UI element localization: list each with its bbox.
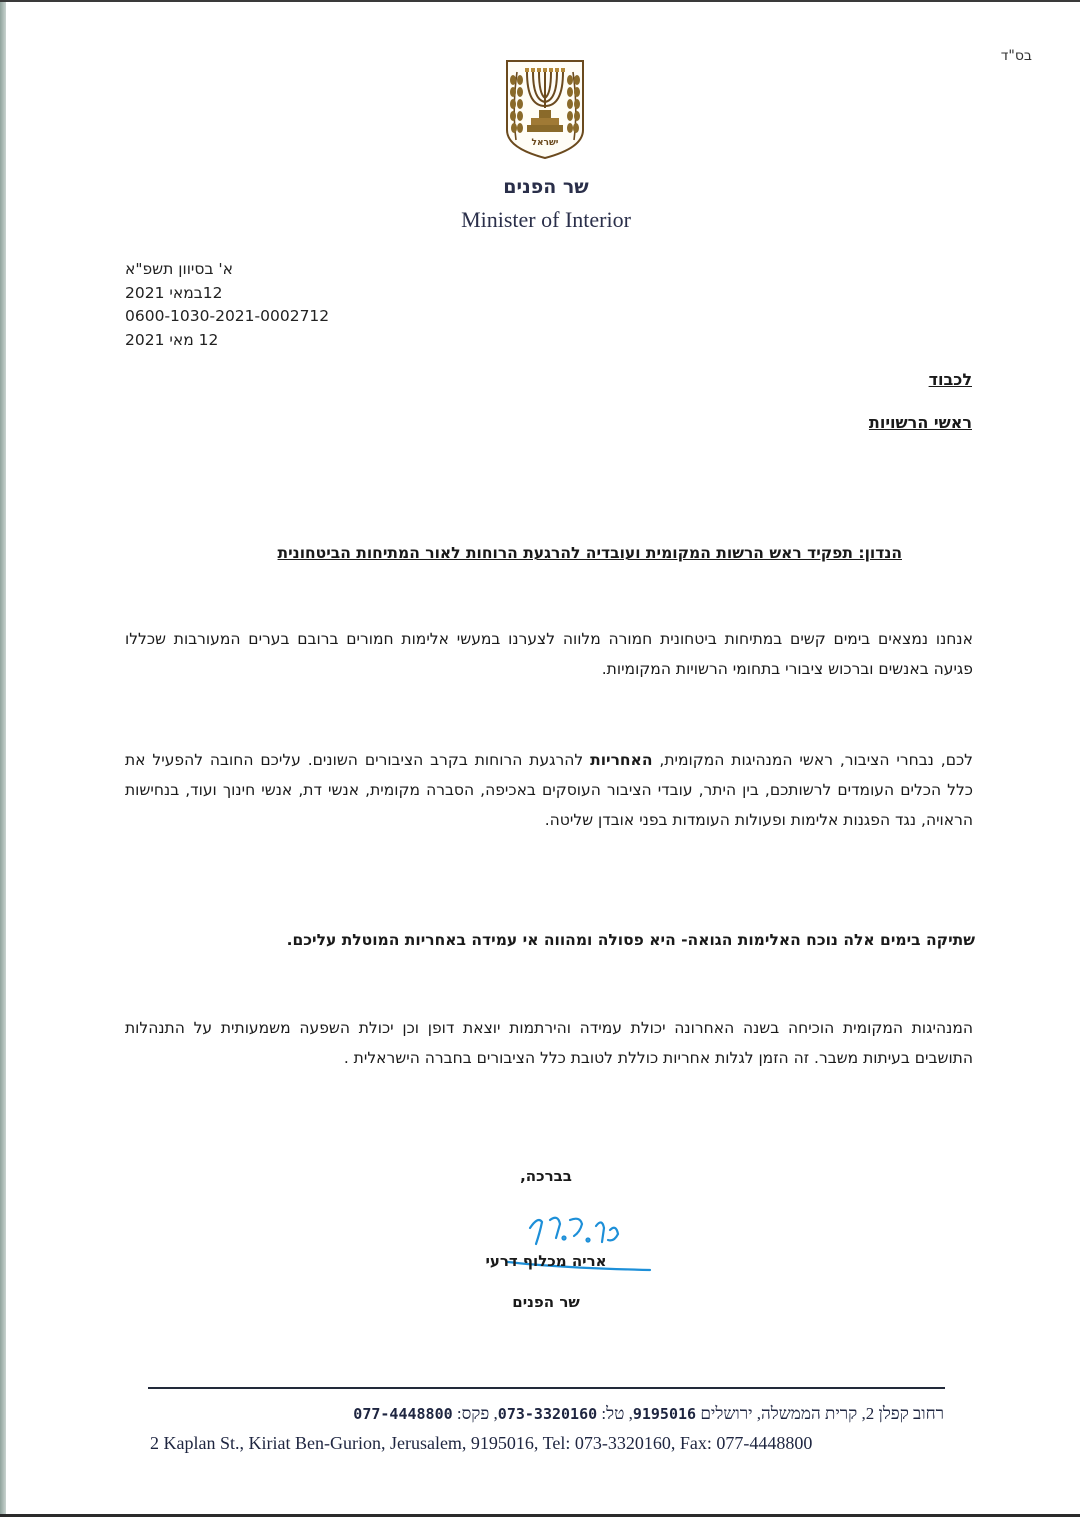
scan-top-edge [0, 0, 1080, 2]
paragraph-2-emphasis: האחריות [590, 751, 653, 769]
footer-divider [148, 1387, 945, 1389]
emblem-caption: ישראל [531, 138, 559, 148]
letter-metadata [125, 258, 329, 352]
footer-tel-he: 073-3320160 [497, 1405, 598, 1423]
footer-street-he: רחוב קפלן 2, קרית הממשלה, ירושלים [696, 1404, 944, 1423]
paragraph-2-lead: לכם, נבחרי הציבור, ראשי המנהיגות המקומית, [652, 751, 973, 769]
body-paragraph-2 [125, 745, 973, 835]
recipients: ראשי הרשויות [868, 413, 972, 432]
footer-tel-label-he: , טל: [597, 1404, 633, 1423]
subject-line: הנדון: תפקיד ראש הרשות המקומית ועובדיה להרגעת הרוחות לאור המתיחות הביטחונית [277, 544, 902, 562]
footer-fax-he: 077-4448800 [353, 1405, 453, 1423]
israel-emblem-icon [503, 58, 587, 162]
bsd-header: בס"ד [1000, 48, 1032, 64]
footer-zip-he: 9195016 [632, 1405, 697, 1423]
gregorian-date-1: 12במאי 2021 [125, 283, 223, 302]
closing-greeting: בברכה, [520, 1167, 572, 1185]
body-paragraph-3-bold-statement: שתיקה בימים אלה נוכח האלימות הגואה- היא פסולה ומהווה אי עמידה באחריות המוטלת עליכם. [286, 931, 975, 949]
reference-number: 0600-1030-2021-0002712 [125, 307, 330, 325]
signer-name: אריה מכלוף דרעי [485, 1252, 607, 1270]
footer-address-hebrew [353, 1404, 944, 1424]
letterhead-title-english: Minister of Interior [461, 207, 631, 232]
footer-address-english: 2 Kaplan St., Kiriat Ben-Gurion, Jerusalem, 9195016, Tel: 073-3320160, Fax: 077-4448800 [150, 1433, 813, 1453]
body-paragraph-1: אנחנו נמצאים בימים קשים במתיחות ביטחונית חמורה מלווה לצערנו במעשי אלימות חמורים ברובם בערים המעורבות שכללו פגיעה באנשים וברכוש ציבורי בתחומי הרשויות המקומיות. [125, 630, 973, 678]
signer-title: שר הפנים [512, 1293, 580, 1311]
gregorian-date-2: 12 מאי 2021 [125, 330, 219, 349]
hebrew-date: א' בסיוון תשפ"א [125, 260, 233, 278]
letterhead-title-hebrew: שר הפנים [503, 176, 589, 198]
salutation: לכבוד [928, 370, 972, 389]
footer-fax-label-he: , פקס: [452, 1404, 498, 1423]
body-paragraph-4: המנהיגות המקומית הוכיחה בשנה האחרונה יכולת עמידה והירתמות יוצאת דופן וכן יכולת השפעה משמעותית על התנהלות התושבים בעיתות משבר. זה הזמן לגלות אחריות כוללת לטובת כלל הציבורים בחברה הישראלית . [125, 1019, 973, 1067]
paragraph-2-rest: להרגעת הרוחות בקרב הציבורים השונים. עליכם החובה להפעיל את כלל הכלים העומדים לרשותכם, בין היתר, עובדי הציבור העוסקים באכיפה, הסברה מקומית, אנשי דת, אנשי חינוך ועוד, בנחישות הראויה, נגד הפגנות אלימות ופעולות העומדות בפני אובדן שליטה. [125, 751, 973, 829]
